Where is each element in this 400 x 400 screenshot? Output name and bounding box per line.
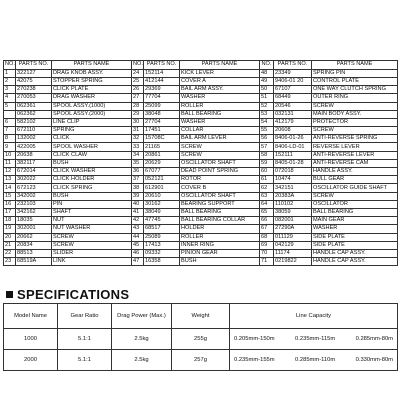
part-parts-name: COVER B [180, 184, 260, 192]
part-parts-name: HOLDER [180, 225, 260, 233]
part-parts-name: MAIN GEAR [312, 217, 398, 225]
part-no: 19 [4, 225, 16, 233]
part-parts-name: REVERSE LEVER [312, 143, 398, 151]
part-parts-name: HANDLE CAP ASSY. [312, 249, 398, 257]
part-no: 36 [132, 168, 144, 176]
part-no: 5 [4, 102, 16, 110]
part-no: 34 [132, 151, 144, 159]
part-no: 69 [260, 241, 274, 249]
part-parts-name: CLICK CLAW [52, 151, 132, 159]
part-parts-name: ANTI-REVERSE CAM [312, 159, 398, 167]
part-no: 4 [4, 94, 16, 102]
part-parts-no: 082001 [274, 217, 312, 225]
part-parts-no: 27704 [144, 118, 180, 126]
part-no: 46 [132, 249, 144, 257]
parts-row [4, 200, 398, 208]
spec-model: 1000 [4, 329, 58, 350]
part-no: 55 [260, 127, 274, 135]
part-parts-name: SCREW [52, 241, 132, 249]
part-parts-no: 672110 [16, 127, 52, 135]
part-parts-name: CONTROL PLATE [312, 77, 398, 85]
parts-row [4, 249, 398, 257]
part-no: 1 [4, 69, 16, 77]
line-capacity-value: 0.285mm-110m [295, 357, 336, 363]
part-parts-no: 8406-01-26 [274, 135, 312, 143]
part-parts-name: BALL BEARING [312, 208, 398, 216]
part-parts-name: BEARING SUPPORT [180, 200, 260, 208]
part-no: 66 [260, 217, 274, 225]
part-parts-name: SCREW [312, 127, 398, 135]
spec-drag: 2.5kg [112, 350, 172, 371]
specifications-title: SPECIFICATIONS [17, 287, 130, 302]
part-parts-name: SPOOL ASSY.(1000) [52, 102, 132, 110]
line-capacity-value: 0.205mm-150m [234, 336, 275, 342]
part-parts-no: 25089 [144, 233, 180, 241]
header-parts-name: PARTS NAME [52, 61, 132, 70]
part-no: 44 [132, 233, 144, 241]
part-parts-name: KICK LEVER [180, 69, 260, 77]
part-parts-no: 270238 [16, 86, 52, 94]
parts-row [4, 176, 398, 184]
part-no: 13 [4, 176, 16, 184]
parts-row [4, 94, 398, 102]
part-parts-name: INNER RING [180, 241, 260, 249]
part-parts-no: 38059 [274, 208, 312, 216]
part-no: 38 [132, 184, 144, 192]
parts-header-row [4, 61, 398, 70]
part-no: 62 [260, 184, 274, 192]
part-parts-name: BALL BEARING [180, 208, 260, 216]
part-parts-no: 342162 [16, 208, 52, 216]
part-no: 20 [4, 233, 16, 241]
part-parts-name: SCREW [52, 233, 132, 241]
part-parts-name: BAIL ARM LEVER [180, 135, 260, 143]
part-parts-name: OSCILLATOR GUIDE SHAFT [312, 184, 398, 192]
part-parts-no: 0219822 [274, 258, 312, 266]
part-no: 15 [4, 192, 16, 200]
part-parts-no: 032131 [274, 110, 312, 118]
part-no [4, 110, 16, 118]
part-no: 8 [4, 135, 16, 143]
part-parts-name: DRAG WASHER [52, 94, 132, 102]
part-parts-name: SCREW [312, 102, 398, 110]
part-parts-name: BAIL ARM ASSY. [180, 86, 260, 94]
part-no: 9 [4, 143, 16, 151]
part-parts-name: CLICK WASHER [52, 168, 132, 176]
part-parts-no: 270053 [16, 94, 52, 102]
part-parts-name: HANDLE CAP ASSY. [312, 258, 398, 266]
part-no: 16 [4, 200, 16, 208]
specifications-heading [6, 287, 129, 302]
part-parts-no: 47745 [144, 217, 180, 225]
part-parts-name: HANDLE ASSY. [312, 168, 398, 176]
part-no: 3 [4, 86, 16, 94]
part-no: 27 [132, 94, 144, 102]
part-parts-name: COLLAR [180, 127, 260, 135]
part-parts-no: 11174 [274, 249, 312, 257]
part-no: 10 [4, 151, 16, 159]
part-no: 60 [260, 168, 274, 176]
part-parts-name: ANTI-REVERSE LEVER [312, 151, 398, 159]
part-parts-no: 25099 [144, 102, 180, 110]
part-no: 12 [4, 168, 16, 176]
header-parts-name: PARTS NAME [312, 61, 398, 70]
header-no: NO. [260, 61, 274, 70]
header-parts-name: PARTS NAME [180, 61, 260, 70]
part-parts-name: ROLLER [180, 102, 260, 110]
part-parts-name: CLICK HOLDER [52, 176, 132, 184]
part-parts-no: 20662 [16, 233, 52, 241]
part-parts-no: 062362 [16, 110, 52, 118]
parts-body [4, 69, 398, 266]
part-no: 49 [260, 77, 274, 85]
part-no: 29 [132, 110, 144, 118]
part-parts-no: 422005 [16, 143, 52, 151]
part-parts-name: WASHER [180, 118, 260, 126]
part-no: 70 [260, 249, 274, 257]
part-parts-name: ROLLER [180, 233, 260, 241]
part-parts-no: 672014 [16, 168, 52, 176]
part-parts-no: 302001 [16, 225, 52, 233]
part-no: 65 [260, 208, 274, 216]
part-no: 68 [260, 233, 274, 241]
parts-row [4, 69, 398, 77]
part-parts-name: BUSH [52, 192, 132, 200]
part-parts-no: 68519A [16, 258, 52, 266]
part-parts-no: 8406-LD-01 [274, 143, 312, 151]
part-no: 47 [132, 258, 144, 266]
part-no: 22 [4, 249, 16, 257]
part-parts-name: SCREW [312, 192, 398, 200]
parts-row [4, 225, 398, 233]
part-parts-name: PINION GEAR [180, 249, 260, 257]
part-no: 48 [260, 69, 274, 77]
spec-header-model: Model Name [4, 304, 58, 329]
part-parts-name: ROTOR [180, 176, 260, 184]
part-parts-name: SPRING PIN [312, 69, 398, 77]
header-parts-no: PARTS NO. [16, 61, 52, 70]
part-parts-name: PROTECTOR [312, 118, 398, 126]
parts-row [4, 118, 398, 126]
part-no: 26 [132, 86, 144, 94]
part-no: 43 [132, 225, 144, 233]
part-parts-no: 20546 [274, 102, 312, 110]
part-parts-name: SIDE PLATE [312, 241, 398, 249]
parts-row [4, 151, 398, 159]
part-parts-no: 77704 [144, 94, 180, 102]
parts-row [4, 192, 398, 200]
part-no: 2 [4, 77, 16, 85]
part-parts-no: 322127 [16, 69, 52, 77]
part-parts-name: LINK [52, 258, 132, 266]
part-no: 40 [132, 200, 144, 208]
part-parts-name: BULL GEAR [312, 176, 398, 184]
part-parts-no: 072018 [274, 168, 312, 176]
parts-row [4, 184, 398, 192]
part-no: 11 [4, 159, 16, 167]
part-no: 23 [4, 258, 16, 266]
part-parts-no: 17413 [144, 241, 180, 249]
part-no: 31 [132, 127, 144, 135]
part-parts-no: 18035 [16, 217, 52, 225]
part-parts-no: 68517 [144, 225, 180, 233]
part-parts-no: 20608 [274, 127, 312, 135]
part-parts-name: ONE WAY CLUTCH SPRING [312, 86, 398, 94]
part-no: 7 [4, 127, 16, 135]
part-parts-no: 23349 [274, 69, 312, 77]
part-parts-name: OUTER RING [312, 94, 398, 102]
part-parts-name: DRAG KNOB ASSY. [52, 69, 132, 77]
part-parts-name: PIN [52, 200, 132, 208]
parts-row [4, 241, 398, 249]
part-parts-no: 67077 [144, 168, 180, 176]
part-no: 71 [260, 258, 274, 266]
part-parts-no: 88513 [16, 249, 52, 257]
part-parts-no: 342151 [274, 184, 312, 192]
part-parts-no: 412144 [144, 77, 180, 85]
part-parts-name: SPOOL ASSY.(2000) [52, 110, 132, 118]
part-parts-name: OSCILLATOR SHAFT [180, 192, 260, 200]
part-no: 39 [132, 192, 144, 200]
spec-gear: 5.1:1 [58, 329, 112, 350]
part-no: 14 [4, 184, 16, 192]
line-capacity-value: 0.235mm-115m [295, 336, 336, 342]
part-parts-name: SCREW [180, 151, 260, 159]
parts-row [4, 77, 398, 85]
part-parts-no: 152111 [274, 151, 312, 159]
part-parts-no: 15708C [144, 135, 180, 143]
part-parts-no: 011129 [274, 233, 312, 241]
part-no: 51 [260, 94, 274, 102]
part-no: 57 [260, 143, 274, 151]
part-parts-no: 30162 [144, 200, 180, 208]
part-no: 18 [4, 217, 16, 225]
part-parts-name: CLICK SPRING [52, 184, 132, 192]
header-parts-no: PARTS NO. [274, 61, 312, 70]
parts-row [4, 135, 398, 143]
spec-line-capacity [230, 350, 398, 371]
part-parts-no: 29369 [144, 86, 180, 94]
part-parts-name: CLICK PLATE [52, 86, 132, 94]
part-no: 52 [260, 102, 274, 110]
part-parts-no: 67107 [274, 86, 312, 94]
part-parts-name: SLIDER [52, 249, 132, 257]
parts-row [4, 127, 398, 135]
line-capacity-value: 0.285mm-80m [355, 336, 393, 342]
part-parts-no: 9406-01 20 [274, 77, 312, 85]
part-parts-no: 38048 [144, 110, 180, 118]
part-no: 54 [260, 118, 274, 126]
part-parts-name: STOPPER SPRING [52, 77, 132, 85]
part-parts-no: 20383A [274, 192, 312, 200]
part-parts-no: 20629 [144, 159, 180, 167]
parts-row [4, 86, 398, 94]
spec-row [4, 350, 398, 371]
parts-row [4, 143, 398, 151]
spec-header-weight: Weight [172, 304, 230, 329]
heading-square-icon [6, 291, 13, 298]
spec-model: 2000 [4, 350, 58, 371]
part-parts-no: 8405-01-28 [274, 159, 312, 167]
part-parts-no: 302022 [16, 176, 52, 184]
part-no: 64 [260, 200, 274, 208]
spec-row [4, 329, 398, 350]
part-parts-no: 17451 [144, 127, 180, 135]
part-parts-no: 20861 [144, 151, 180, 159]
parts-row [4, 168, 398, 176]
spec-gear: 5.1:1 [58, 350, 112, 371]
part-parts-no: 21165 [144, 143, 180, 151]
spec-line-capacity [230, 329, 398, 350]
line-capacity-value: 0.330mm-80m [355, 357, 393, 363]
part-no: 32 [132, 135, 144, 143]
part-parts-no: 132002 [16, 135, 52, 143]
part-parts-name: NUT [52, 217, 132, 225]
part-parts-name: COVER A [180, 77, 260, 85]
spec-drag: 2.5kg [112, 329, 172, 350]
part-no: 59 [260, 159, 274, 167]
part-parts-name: WASHER [180, 94, 260, 102]
part-parts-name: OSCILLATOR [312, 200, 398, 208]
part-no: 25 [132, 77, 144, 85]
part-parts-no: 672123 [16, 184, 52, 192]
part-parts-name: SIDE PLATE [312, 233, 398, 241]
part-parts-no: 68449 [274, 94, 312, 102]
parts-row [4, 102, 398, 110]
part-no: 21 [4, 241, 16, 249]
part-parts-name: LINE CLIP [52, 118, 132, 126]
part-parts-name: OSCILLATOR SHAFT [180, 159, 260, 167]
header-parts-no: PARTS NO. [144, 61, 180, 70]
part-no: 50 [260, 86, 274, 94]
part-no: 53 [260, 110, 274, 118]
part-no: 33 [132, 143, 144, 151]
part-parts-name: DEAD POINT SPRING [180, 168, 260, 176]
part-no: 6 [4, 118, 16, 126]
part-no: 56 [260, 135, 274, 143]
part-parts-no: 062361 [16, 102, 52, 110]
part-parts-name: NUT WASHER [52, 225, 132, 233]
header-no: NO. [133, 61, 143, 68]
part-parts-name: CLICK [52, 135, 132, 143]
part-parts-no: 582102 [16, 118, 52, 126]
part-parts-no: 612901 [144, 184, 180, 192]
part-parts-no: 10474 [274, 176, 312, 184]
part-parts-no: 20638 [16, 151, 52, 159]
part-no: 61 [260, 176, 274, 184]
part-parts-no: 42075 [16, 77, 52, 85]
part-parts-no: 110102 [274, 200, 312, 208]
parts-row [4, 233, 398, 241]
part-no: 45 [132, 241, 144, 249]
part-parts-no: 412179 [274, 118, 312, 126]
part-no: 37 [132, 176, 144, 184]
part-no: 35 [132, 159, 144, 167]
part-parts-no: 38049 [144, 208, 180, 216]
part-parts-name: SCREW [180, 143, 260, 151]
part-parts-no: 042129 [274, 241, 312, 249]
part-parts-name: ANTI-REVERSE SPRING [312, 135, 398, 143]
part-parts-no: 052121 [144, 176, 180, 184]
spec-header-line: Line Capacity [230, 304, 398, 329]
parts-row [4, 110, 398, 118]
part-parts-no: 342002 [16, 192, 52, 200]
parts-row [4, 217, 398, 225]
parts-list-table [3, 60, 398, 266]
part-parts-name: WASHER [312, 225, 398, 233]
spec-header-row [4, 304, 398, 329]
header-no: NO. [5, 61, 15, 68]
part-parts-name: SHAFT [52, 208, 132, 216]
part-parts-no: 382117 [16, 159, 52, 167]
part-parts-no: 27290A [274, 225, 312, 233]
part-no: 58 [260, 151, 274, 159]
part-parts-name: MAIN BODY ASSY. [312, 110, 398, 118]
part-parts-name: BUSH [180, 258, 260, 266]
part-parts-no: 20834 [16, 241, 52, 249]
part-parts-name: SPOOL WASHER [52, 143, 132, 151]
part-parts-no: 16358 [144, 258, 180, 266]
part-parts-no: 20610 [144, 192, 180, 200]
part-no: 28 [132, 102, 144, 110]
spec-weight: 257g [172, 350, 230, 371]
line-capacity-value: 0.235mm-155m [234, 357, 275, 363]
parts-row [4, 208, 398, 216]
part-parts-name: SPRING [52, 127, 132, 135]
part-no: 41 [132, 208, 144, 216]
parts-row [4, 258, 398, 266]
part-no: 17 [4, 208, 16, 216]
part-no: 42 [132, 217, 144, 225]
part-parts-no: 09332 [144, 249, 180, 257]
specifications-table [3, 303, 398, 371]
part-parts-no: 152114 [144, 69, 180, 77]
part-no: 30 [132, 118, 144, 126]
part-parts-no: 232103 [16, 200, 52, 208]
part-parts-name: BALL BEARING COLLAR [180, 217, 260, 225]
part-no: 63 [260, 192, 274, 200]
part-parts-name: BALL BEARING [180, 110, 260, 118]
part-no: 24 [132, 69, 144, 77]
part-parts-name: BUSH [52, 159, 132, 167]
spec-weight: 255g [172, 329, 230, 350]
part-no: 67 [260, 225, 274, 233]
spec-header-gear: Gear Ratio [58, 304, 112, 329]
parts-row [4, 159, 398, 167]
spec-header-drag: Drag Power (Max.) [112, 304, 172, 329]
